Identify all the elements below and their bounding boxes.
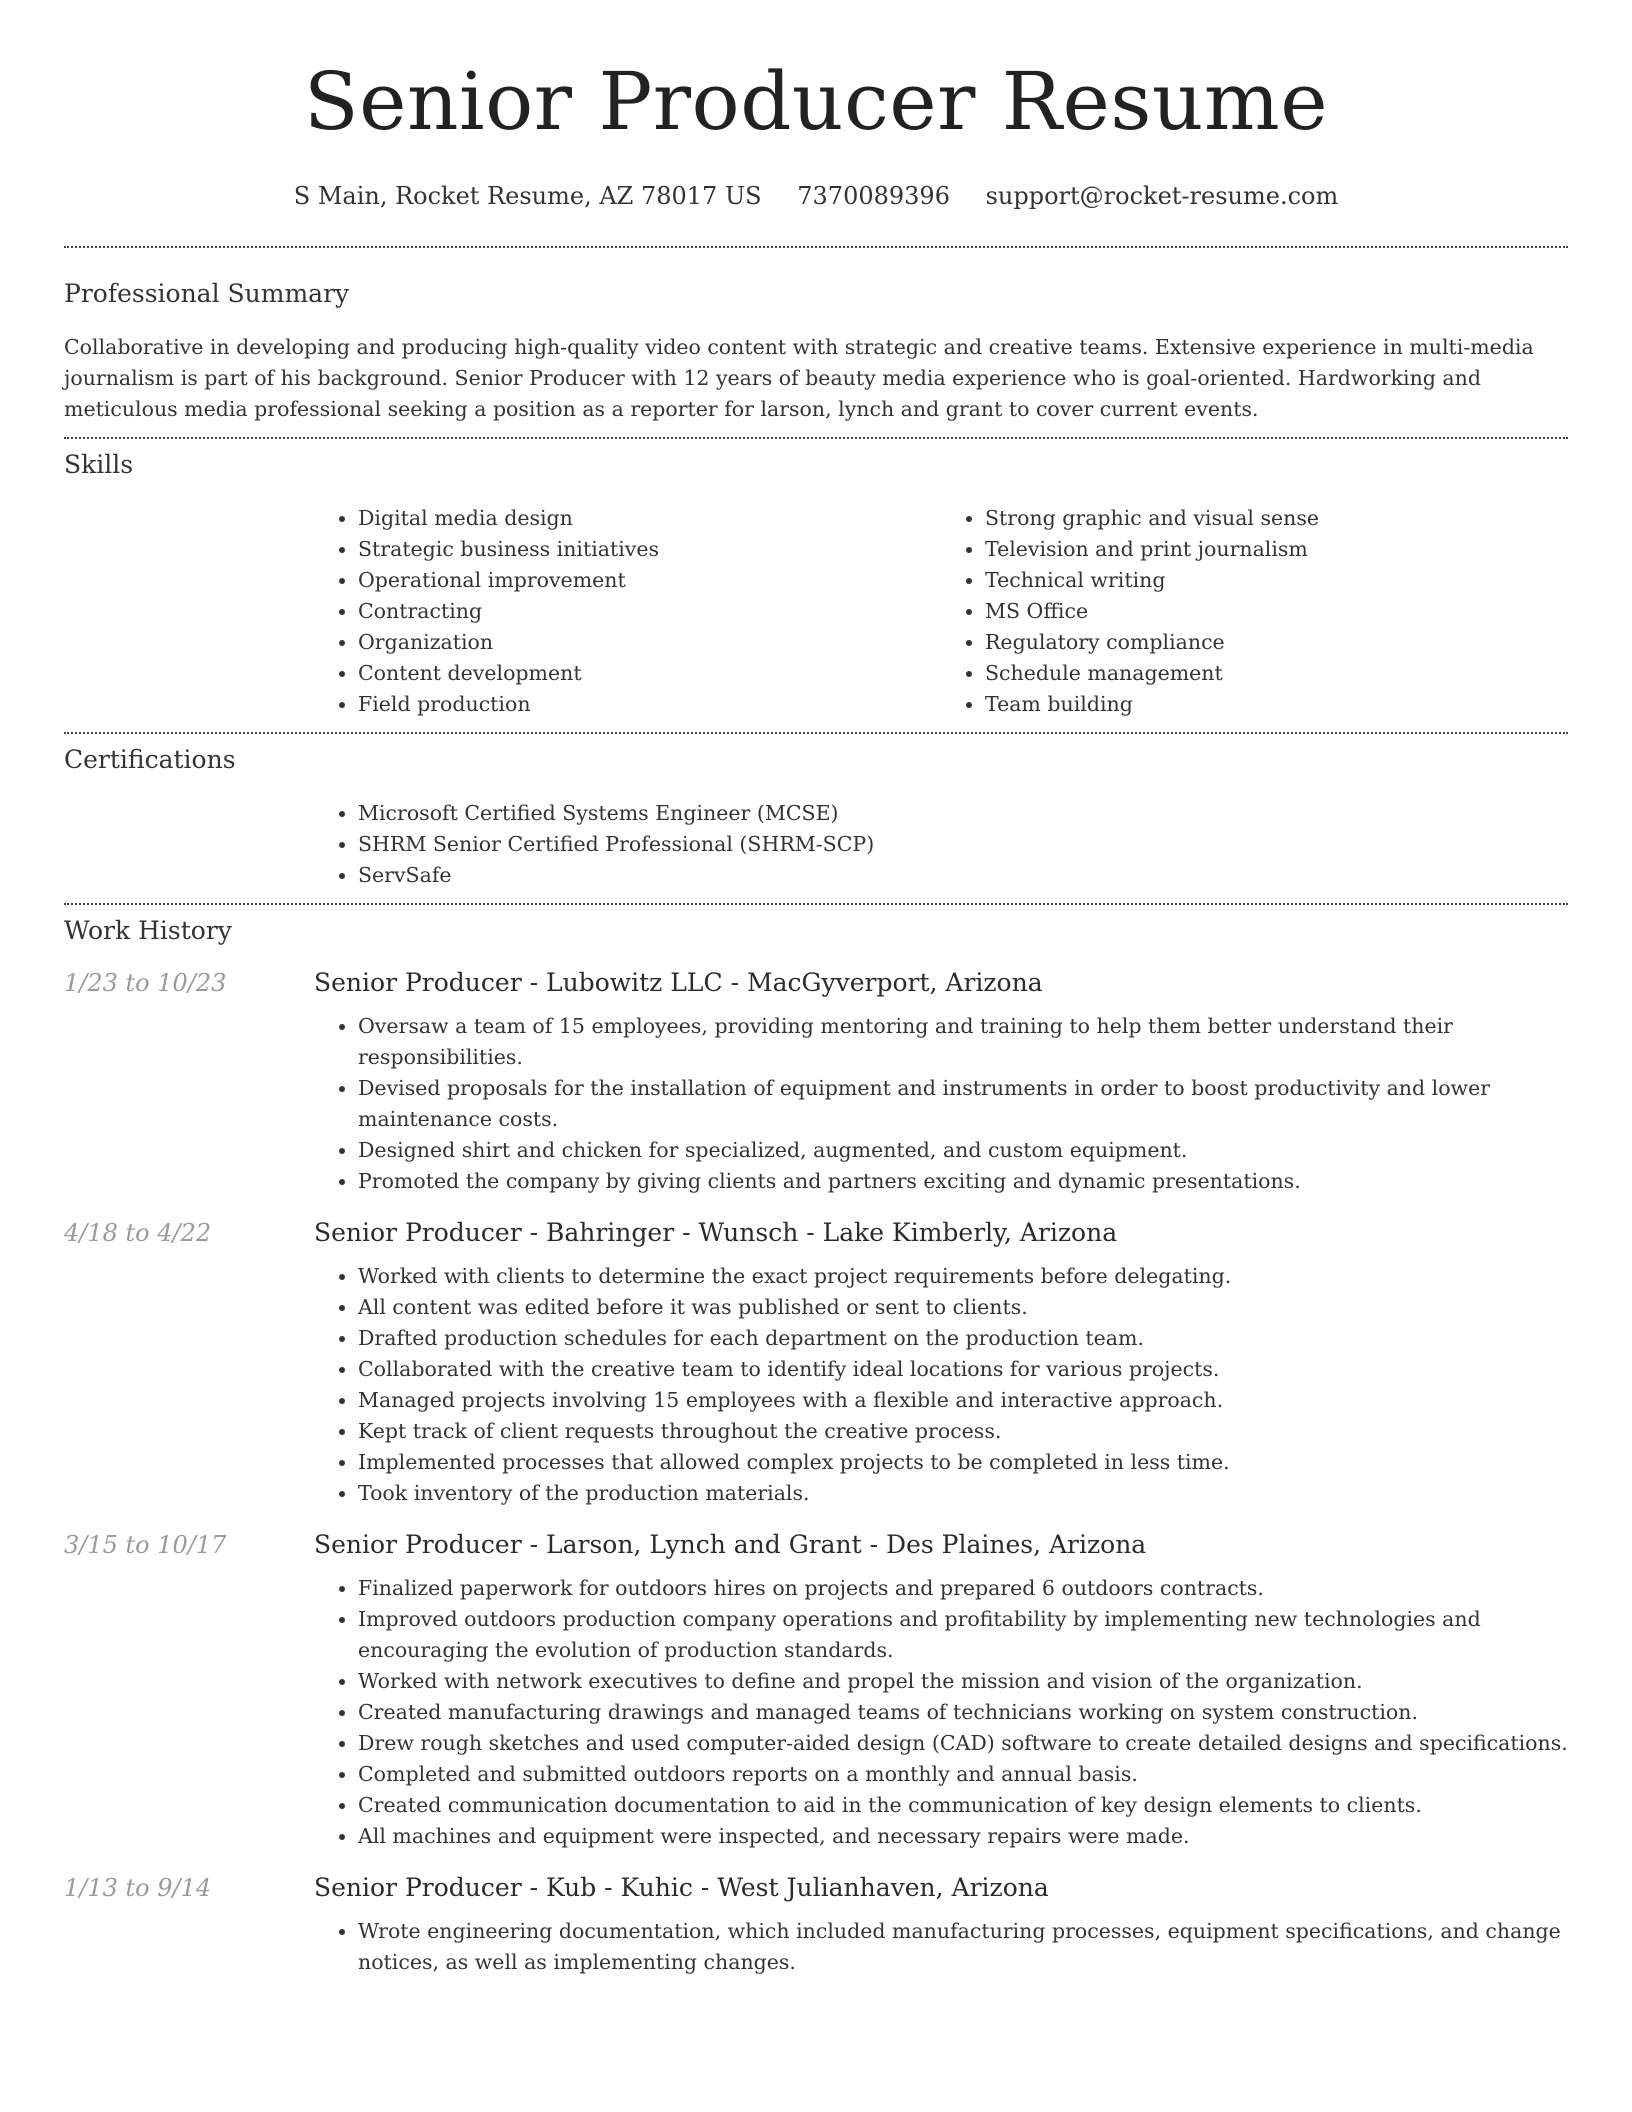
certification-item: • ServSafe xyxy=(358,860,1568,891)
job-bullet: • Wrote engineering documentation, which included manufacturing processes, equipment specifications, and change notices, as well as implementing changes. xyxy=(358,1916,1568,1978)
job-bullet: • All content was edited before it was published or sent to clients. xyxy=(358,1292,1568,1323)
job-bullet: • Collaborated with the creative team to identify ideal locations for various projects. xyxy=(358,1354,1568,1385)
summary-text: Collaborative in developing and producing high-quality video content with strategic and creative teams. Extensive experience in multi-media journalism is part of his background. Senior Producer with 12 years of beauty media experience who is goal-oriented. Hardworking and meticulous media professional seeking a position as a reporter for larson, lynch and grant to cover current events. xyxy=(64,335,1534,421)
work-history-heading: Work History xyxy=(64,916,232,945)
job-bullets xyxy=(314,1261,1568,1509)
job-header xyxy=(64,1872,1568,1904)
job-header xyxy=(64,1217,1568,1249)
job-bullets xyxy=(314,1573,1568,1852)
job-title: Senior Producer - Kub - Kuhic - West Julianhaven, Arizona xyxy=(314,1873,1049,1902)
skills-list-left xyxy=(314,503,941,720)
certifications-heading: Certifications xyxy=(64,745,236,774)
job-title: Senior Producer - Lubowitz LLC - MacGyverport, Arizona xyxy=(314,968,1043,997)
skill-item: • Team building xyxy=(985,689,1568,720)
skills-heading: Skills xyxy=(64,450,134,479)
job-entry xyxy=(64,967,1568,1197)
skill-item: • Technical writing xyxy=(985,565,1568,596)
job-title: Senior Producer - Larson, Lynch and Grant - Des Plaines, Arizona xyxy=(314,1530,1147,1559)
certifications-list xyxy=(314,798,1568,891)
job-dates: 4/18 to 4/22 xyxy=(64,1219,212,1247)
job-bullet: • Improved outdoors production company operations and profitability by implementing new technologies and encouraging the evolution of production standards. xyxy=(358,1604,1568,1666)
skill-item: • Digital media design xyxy=(358,503,941,534)
summary-heading: Professional Summary xyxy=(64,279,350,308)
job-bullet: • Completed and submitted outdoors reports on a monthly and annual basis. xyxy=(358,1759,1568,1790)
certification-item: • Microsoft Certified Systems Engineer (MCSE) xyxy=(358,798,1568,829)
phone-text: 7370089396 xyxy=(797,182,950,210)
job-header xyxy=(64,967,1568,999)
job-bullet: • Created communication documentation to aid in the communication of key design elements to clients. xyxy=(358,1790,1568,1821)
job-dates: 1/23 to 10/23 xyxy=(64,969,227,997)
skill-item: • Regulatory compliance xyxy=(985,627,1568,658)
skill-item: • Operational improvement xyxy=(358,565,941,596)
job-bullet: • Worked with clients to determine the exact project requirements before delegating. xyxy=(358,1261,1568,1292)
job-header xyxy=(64,1529,1568,1561)
job-bullet: • Drew rough sketches and used computer-aided design (CAD) software to create detailed designs and specifications. xyxy=(358,1728,1568,1759)
job-bullet: • All machines and equipment were inspected, and necessary repairs were made. xyxy=(358,1821,1568,1852)
job-dates: 3/15 to 10/17 xyxy=(64,1531,227,1559)
skills-columns xyxy=(314,503,1568,720)
job-bullet: • Kept track of client requests throughout the creative process. xyxy=(358,1416,1568,1447)
job-bullet: • Oversaw a team of 15 employees, providing mentoring and training to help them better understand their responsibilities. xyxy=(358,1011,1568,1073)
job-bullet: • Drafted production schedules for each department on the production team. xyxy=(358,1323,1568,1354)
job-bullet: • Managed projects involving 15 employees with a flexible and interactive approach. xyxy=(358,1385,1568,1416)
skills-list-right xyxy=(941,503,1568,720)
certifications-section xyxy=(64,734,1568,903)
skills-section xyxy=(64,439,1568,732)
job-entry xyxy=(64,1529,1568,1852)
job-bullet: • Implemented processes that allowed complex projects to be completed in less time. xyxy=(358,1447,1568,1478)
job-bullet: • Finalized paperwork for outdoors hires on projects and prepared 6 outdoors contracts. xyxy=(358,1573,1568,1604)
job-entry xyxy=(64,1872,1568,1978)
job-entry xyxy=(64,1217,1568,1509)
skill-item: • Contracting xyxy=(358,596,941,627)
job-bullet: • Devised proposals for the installation of equipment and instruments in order to boost productivity and lower maintenance costs. xyxy=(358,1073,1568,1135)
email-text: support@rocket-resume.com xyxy=(985,182,1339,210)
job-dates: 1/13 to 9/14 xyxy=(64,1874,212,1902)
skill-item: • Organization xyxy=(358,627,941,658)
certification-item: • SHRM Senior Certified Professional (SHRM-SCP) xyxy=(358,829,1568,860)
address-text: S Main, Rocket Resume, AZ 78017 US xyxy=(293,182,762,210)
skill-item: • Content development xyxy=(358,658,941,689)
job-bullet: • Worked with network executives to define and propel the mission and vision of the organization. xyxy=(358,1666,1568,1697)
skill-item: • Strategic business initiatives xyxy=(358,534,941,565)
work-history-section xyxy=(64,905,1568,1978)
skill-item: • Schedule management xyxy=(985,658,1568,689)
job-bullets xyxy=(314,1916,1568,1978)
skill-item: • Field production xyxy=(358,689,941,720)
skill-item: • Television and print journalism xyxy=(985,534,1568,565)
job-bullet: • Promoted the company by giving clients and partners exciting and dynamic presentations. xyxy=(358,1166,1568,1197)
job-bullet: • Took inventory of the production materials. xyxy=(358,1478,1568,1509)
job-title: Senior Producer - Bahringer - Wunsch - Lake Kimberly, Arizona xyxy=(314,1218,1118,1247)
skill-item: • MS Office xyxy=(985,596,1568,627)
job-bullet: • Created manufacturing drawings and managed teams of technicians working on system construction. xyxy=(358,1697,1568,1728)
job-bullets xyxy=(314,1011,1568,1197)
summary-section xyxy=(64,248,1568,437)
resume-title: Senior Producer Resume xyxy=(303,55,1329,148)
job-bullet: • Designed shirt and chicken for specialized, augmented, and custom equipment. xyxy=(358,1135,1568,1166)
skill-item: • Strong graphic and visual sense xyxy=(985,503,1568,534)
contact-line xyxy=(64,180,1568,212)
